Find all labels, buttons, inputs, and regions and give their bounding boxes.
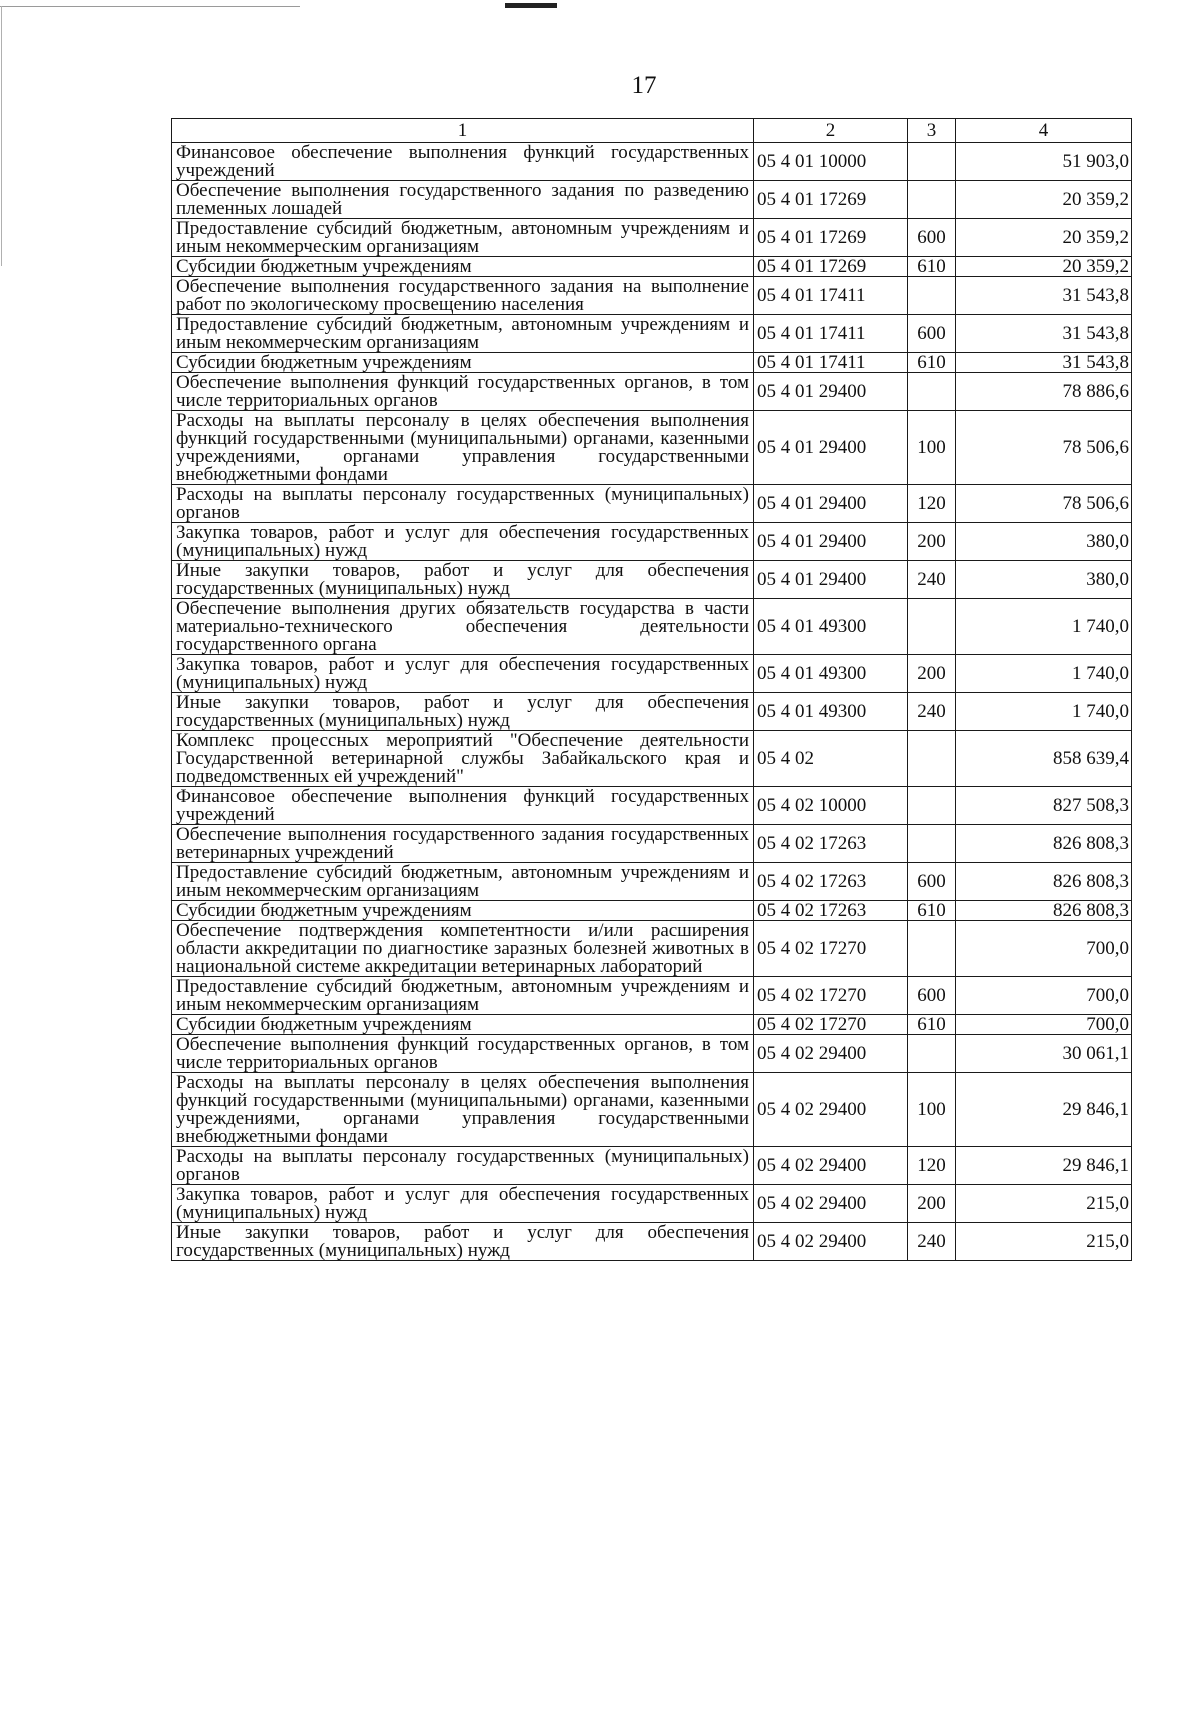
row-name-cell: Субсидии бюджетным учреждениям (172, 257, 754, 277)
table-row (172, 1035, 1132, 1073)
table-row (172, 1147, 1132, 1185)
row-sum-cell: 31 543,8 (956, 353, 1132, 373)
row-code-cell: 05 4 01 17411 (754, 315, 908, 353)
row-type-cell (908, 921, 956, 977)
row-type-cell (908, 599, 956, 655)
row-type-cell: 600 (908, 219, 956, 257)
row-code-cell: 05 4 01 29400 (754, 373, 908, 411)
row-type-cell: 200 (908, 523, 956, 561)
row-code-cell: 05 4 02 29400 (754, 1035, 908, 1073)
row-type-cell (908, 143, 956, 181)
scan-edge-line-left (1, 6, 2, 266)
row-type-cell: 240 (908, 1223, 956, 1261)
table-row (172, 599, 1132, 655)
row-name-cell: Обеспечение выполнения государственного задания на выполнение работ по экологическому просвещению населения (172, 277, 754, 315)
row-name-cell: Субсидии бюджетным учреждениям (172, 901, 754, 921)
table-row (172, 219, 1132, 257)
table-row (172, 901, 1132, 921)
row-code-cell: 05 4 02 17263 (754, 901, 908, 921)
row-name-cell: Обеспечение выполнения других обязательств государства в части материально-технического обеспечения деятельности государственного органа (172, 599, 754, 655)
row-sum-cell: 20 359,2 (956, 257, 1132, 277)
table-row (172, 181, 1132, 219)
header-col-sum: 4 (956, 119, 1132, 143)
row-name-cell: Субсидии бюджетным учреждениям (172, 1015, 754, 1035)
table-row (172, 373, 1132, 411)
row-sum-cell: 215,0 (956, 1223, 1132, 1261)
row-sum-cell: 78 886,6 (956, 373, 1132, 411)
row-type-cell: 200 (908, 655, 956, 693)
table-body (172, 143, 1132, 1261)
scan-edge-line-top (0, 6, 300, 7)
table-row (172, 693, 1132, 731)
row-name-cell: Обеспечение подтверждения компетентности и/или расширения области аккредитации по диагностике заразных болезней животных в национальной системе аккредитации ветеринарных лабораторий (172, 921, 754, 977)
table-row (172, 731, 1132, 787)
row-code-cell: 05 4 01 17411 (754, 277, 908, 315)
row-name-cell: Предоставление субсидий бюджетным, автономным учреждениям и иным некоммерческим организациям (172, 219, 754, 257)
header-col-code: 2 (754, 119, 908, 143)
row-name-cell: Предоставление субсидий бюджетным, автономным учреждениям и иным некоммерческим организациям (172, 977, 754, 1015)
header-col-type: 3 (908, 119, 956, 143)
row-code-cell: 05 4 01 17269 (754, 219, 908, 257)
row-code-cell: 05 4 01 49300 (754, 599, 908, 655)
row-sum-cell: 700,0 (956, 1015, 1132, 1035)
table-row (172, 315, 1132, 353)
row-code-cell: 05 4 01 29400 (754, 561, 908, 599)
row-name-cell: Расходы на выплаты персоналу в целях обеспечения выполнения функций государственными (муниципальными) органами, казенными учреждениями, органами управления государственными внебюджетными фондами (172, 411, 754, 485)
row-name-cell: Иные закупки товаров, работ и услуг для обеспечения государственных (муниципальных) нужд (172, 1223, 754, 1261)
row-sum-cell: 1 740,0 (956, 693, 1132, 731)
header-col-name: 1 (172, 119, 754, 143)
row-name-cell: Финансовое обеспечение выполнения функций государственных учреждений (172, 787, 754, 825)
row-sum-cell: 1 740,0 (956, 655, 1132, 693)
row-type-cell: 610 (908, 257, 956, 277)
row-type-cell: 200 (908, 1185, 956, 1223)
row-code-cell: 05 4 01 17269 (754, 257, 908, 277)
row-sum-cell: 700,0 (956, 921, 1132, 977)
table-row (172, 1073, 1132, 1147)
table-row (172, 1185, 1132, 1223)
row-name-cell: Субсидии бюджетным учреждениям (172, 353, 754, 373)
table-row (172, 977, 1132, 1015)
row-sum-cell: 30 061,1 (956, 1035, 1132, 1073)
row-type-cell: 600 (908, 863, 956, 901)
table-row (172, 1223, 1132, 1261)
row-code-cell: 05 4 02 17263 (754, 825, 908, 863)
row-sum-cell: 29 846,1 (956, 1073, 1132, 1147)
row-name-cell: Расходы на выплаты персоналу государственных (муниципальных) органов (172, 1147, 754, 1185)
row-code-cell: 05 4 02 17270 (754, 1015, 908, 1035)
row-type-cell (908, 277, 956, 315)
row-type-cell: 610 (908, 353, 956, 373)
row-code-cell: 05 4 02 29400 (754, 1073, 908, 1147)
row-code-cell: 05 4 01 49300 (754, 693, 908, 731)
row-type-cell (908, 1035, 956, 1073)
row-name-cell: Обеспечение выполнения государственного задания государственных ветеринарных учреждений (172, 825, 754, 863)
row-name-cell: Расходы на выплаты персоналу государственных (муниципальных) органов (172, 485, 754, 523)
row-sum-cell: 20 359,2 (956, 219, 1132, 257)
row-type-cell (908, 825, 956, 863)
row-type-cell: 240 (908, 561, 956, 599)
table-row (172, 1015, 1132, 1035)
row-name-cell: Расходы на выплаты персоналу в целях обеспечения выполнения функций государственными (муниципальными) органами, казенными учреждениями, органами управления государственными внебюджетными фондами (172, 1073, 754, 1147)
row-code-cell: 05 4 01 17269 (754, 181, 908, 219)
row-type-cell (908, 181, 956, 219)
page-number: 17 (631, 72, 657, 99)
row-type-cell: 610 (908, 901, 956, 921)
budget-table (171, 118, 1132, 1261)
row-code-cell: 05 4 01 17411 (754, 353, 908, 373)
table-row (172, 523, 1132, 561)
row-name-cell: Закупка товаров, работ и услуг для обеспечения государственных (муниципальных) нужд (172, 523, 754, 561)
row-code-cell: 05 4 01 29400 (754, 411, 908, 485)
row-sum-cell: 29 846,1 (956, 1147, 1132, 1185)
row-name-cell: Закупка товаров, работ и услуг для обеспечения государственных (муниципальных) нужд (172, 1185, 754, 1223)
row-type-cell: 610 (908, 1015, 956, 1035)
row-code-cell: 05 4 02 (754, 731, 908, 787)
row-sum-cell: 78 506,6 (956, 485, 1132, 523)
row-sum-cell: 858 639,4 (956, 731, 1132, 787)
scan-mark (505, 3, 557, 8)
row-type-cell: 120 (908, 1147, 956, 1185)
row-code-cell: 05 4 02 29400 (754, 1185, 908, 1223)
row-type-cell: 600 (908, 315, 956, 353)
table-header-row (172, 119, 1132, 143)
row-type-cell (908, 787, 956, 825)
row-code-cell: 05 4 02 17270 (754, 977, 908, 1015)
row-sum-cell: 31 543,8 (956, 315, 1132, 353)
row-sum-cell: 827 508,3 (956, 787, 1132, 825)
table-row (172, 787, 1132, 825)
row-name-cell: Обеспечение выполнения государственного задания по разведению племенных лошадей (172, 181, 754, 219)
row-name-cell: Иные закупки товаров, работ и услуг для обеспечения государственных (муниципальных) нужд (172, 561, 754, 599)
row-sum-cell: 826 808,3 (956, 863, 1132, 901)
row-type-cell: 100 (908, 1073, 956, 1147)
row-name-cell: Предоставление субсидий бюджетным, автономным учреждениям и иным некоммерческим организациям (172, 863, 754, 901)
row-sum-cell: 51 903,0 (956, 143, 1132, 181)
table-row (172, 825, 1132, 863)
row-name-cell: Предоставление субсидий бюджетным, автономным учреждениям и иным некоммерческим организациям (172, 315, 754, 353)
row-code-cell: 05 4 01 29400 (754, 523, 908, 561)
table-row (172, 257, 1132, 277)
row-sum-cell: 20 359,2 (956, 181, 1132, 219)
row-code-cell: 05 4 02 29400 (754, 1223, 908, 1261)
table-row (172, 411, 1132, 485)
row-name-cell: Закупка товаров, работ и услуг для обеспечения государственных (муниципальных) нужд (172, 655, 754, 693)
row-sum-cell: 380,0 (956, 561, 1132, 599)
row-name-cell: Финансовое обеспечение выполнения функций государственных учреждений (172, 143, 754, 181)
row-code-cell: 05 4 02 17263 (754, 863, 908, 901)
row-code-cell: 05 4 01 29400 (754, 485, 908, 523)
row-sum-cell: 1 740,0 (956, 599, 1132, 655)
row-type-cell: 120 (908, 485, 956, 523)
row-sum-cell: 380,0 (956, 523, 1132, 561)
row-code-cell: 05 4 02 17270 (754, 921, 908, 977)
row-code-cell: 05 4 02 10000 (754, 787, 908, 825)
row-name-cell: Обеспечение выполнения функций государственных органов, в том числе территориальных органов (172, 1035, 754, 1073)
table-row (172, 921, 1132, 977)
row-type-cell: 100 (908, 411, 956, 485)
table-row (172, 353, 1132, 373)
row-name-cell: Обеспечение выполнения функций государственных органов, в том числе территориальных органов (172, 373, 754, 411)
row-code-cell: 05 4 01 10000 (754, 143, 908, 181)
row-code-cell: 05 4 01 49300 (754, 655, 908, 693)
row-type-cell: 600 (908, 977, 956, 1015)
row-sum-cell: 215,0 (956, 1185, 1132, 1223)
row-sum-cell: 78 506,6 (956, 411, 1132, 485)
table-row (172, 277, 1132, 315)
row-type-cell (908, 373, 956, 411)
row-sum-cell: 826 808,3 (956, 825, 1132, 863)
row-sum-cell: 31 543,8 (956, 277, 1132, 315)
row-sum-cell: 700,0 (956, 977, 1132, 1015)
row-type-cell (908, 731, 956, 787)
row-name-cell: Иные закупки товаров, работ и услуг для обеспечения государственных (муниципальных) нужд (172, 693, 754, 731)
row-sum-cell: 826 808,3 (956, 901, 1132, 921)
table-row (172, 485, 1132, 523)
row-code-cell: 05 4 02 29400 (754, 1147, 908, 1185)
table-row (172, 561, 1132, 599)
row-type-cell: 240 (908, 693, 956, 731)
table-row (172, 143, 1132, 181)
table-row (172, 863, 1132, 901)
table-row (172, 655, 1132, 693)
row-name-cell: Комплекс процессных мероприятий "Обеспечение деятельности Государственной ветеринарной службы Забайкальского края и подведомственных ей учреждений" (172, 731, 754, 787)
